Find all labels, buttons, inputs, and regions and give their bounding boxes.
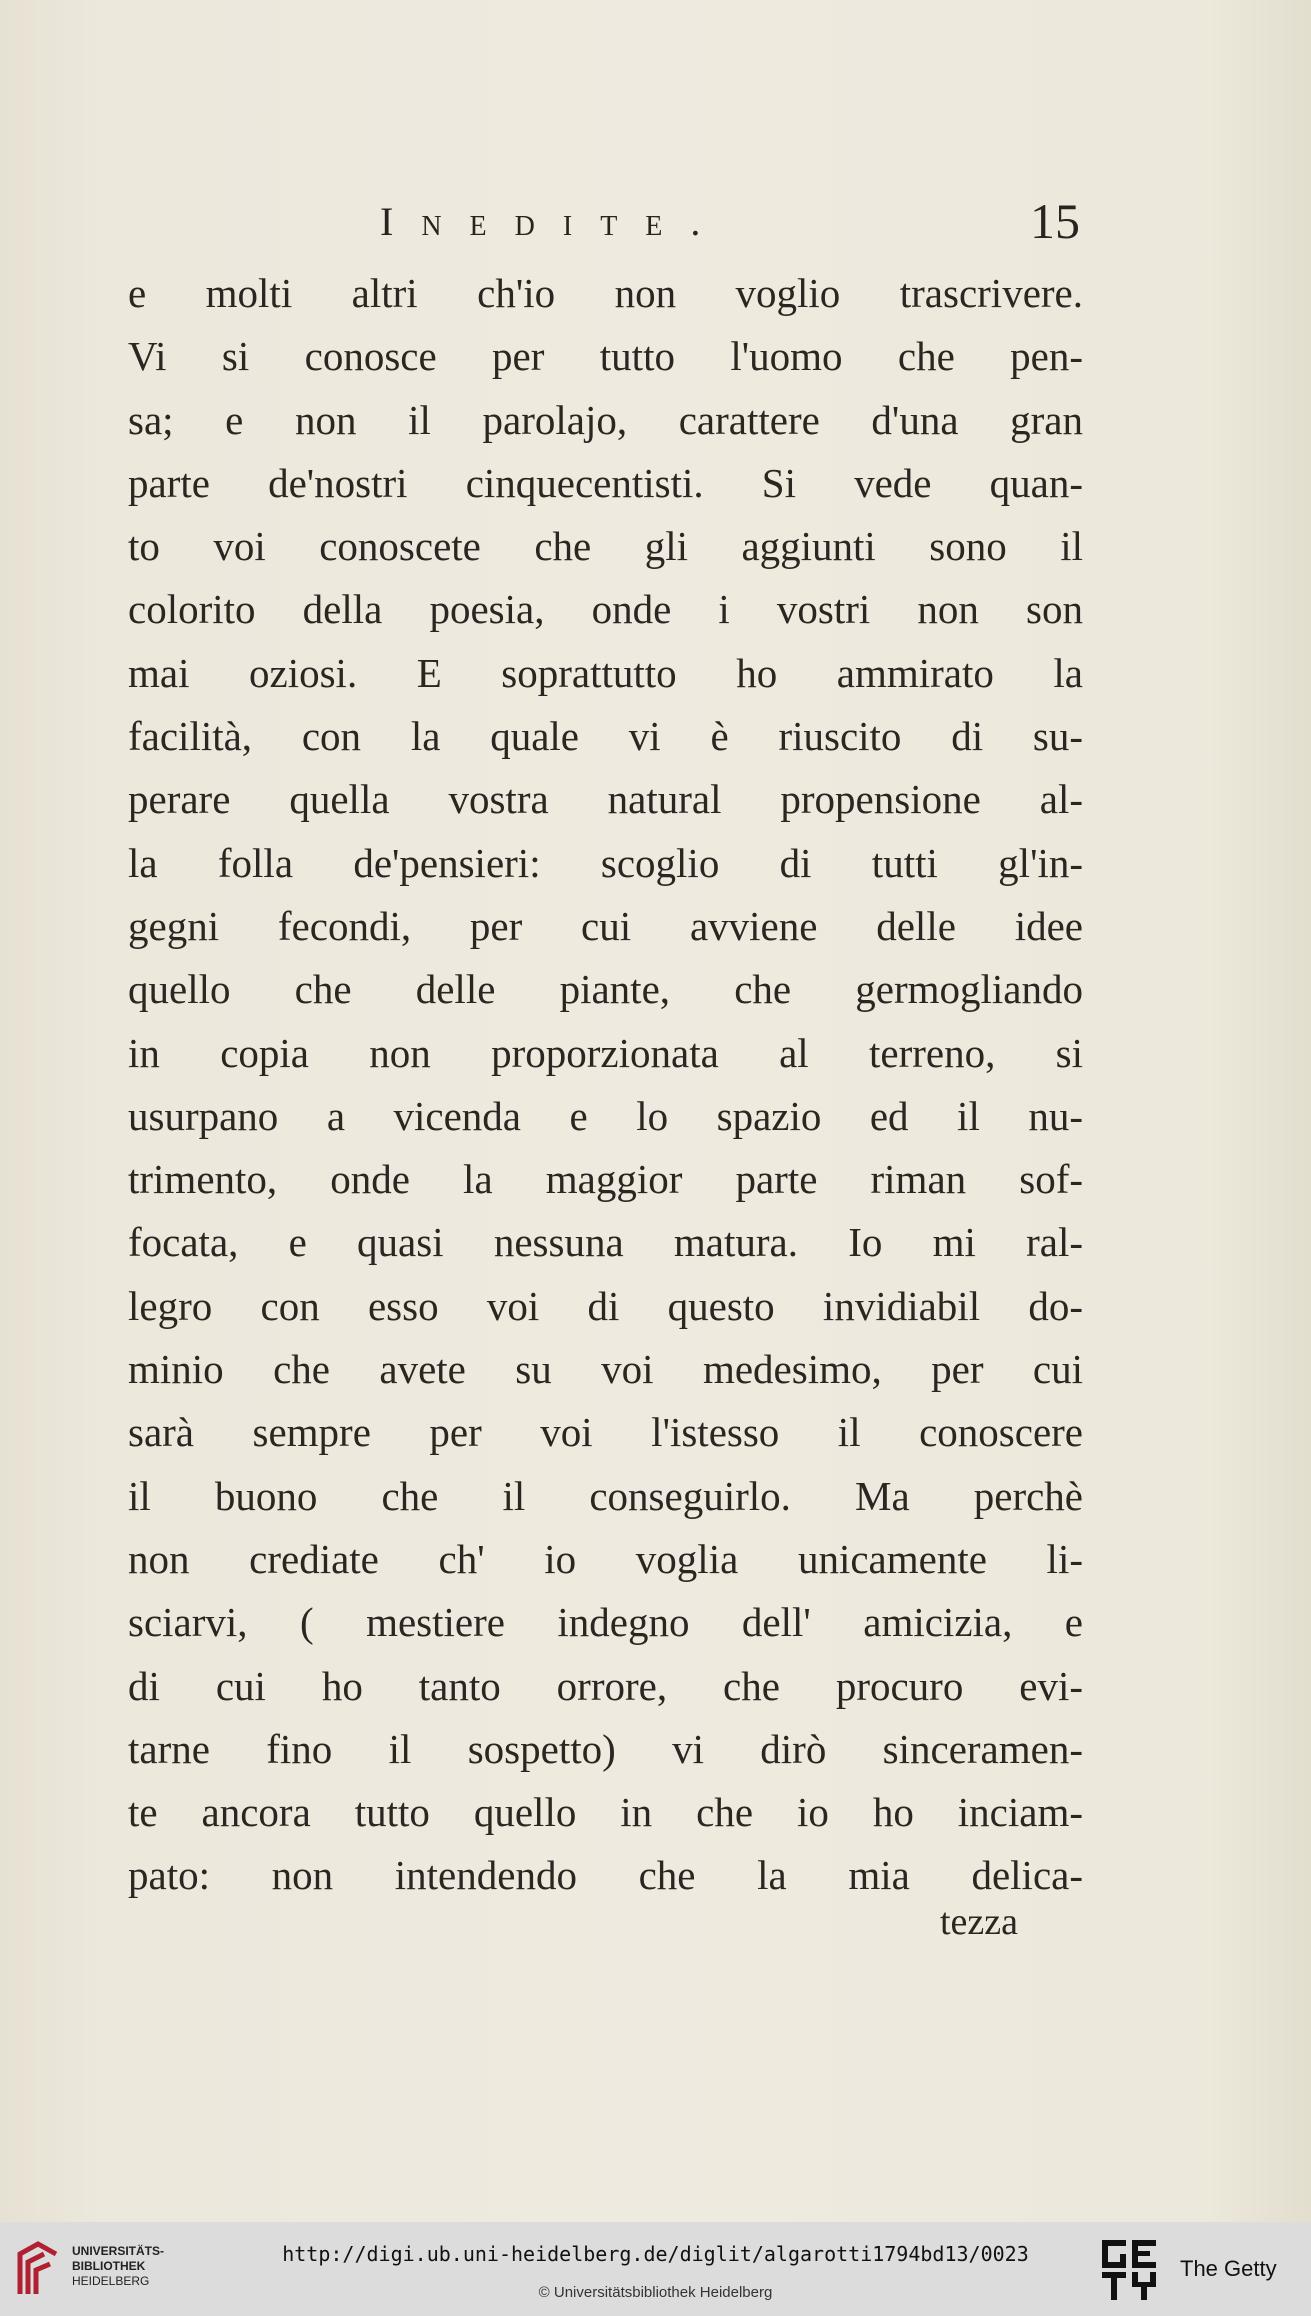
text-line: tarne fino il sospetto) vi dirò sinceramen- [128,1725,1083,1772]
library-name-line: UNIVERSITÄTS- [72,2244,165,2258]
text-line: e molti altri ch'io non voglio trascrivere. [128,270,1083,316]
text-line: sarà sempre per voi l'istesso il conoscere [128,1409,1083,1456]
text-line: focata, e quasi nessuna matura. Io mi ral- [128,1219,1083,1266]
library-name-line: BIBLIOTHEK [72,2259,146,2273]
text-line: la folla de'pensieri: scoglio di tutti gl'in- [128,839,1083,886]
text-line: di cui ho tanto orrore, che procuro evi- [128,1662,1083,1709]
text-line: mai oziosi. E soprattutto ho ammirato la [128,649,1083,696]
text-line: gegni fecondi, per cui avviene delle idee [128,902,1083,949]
text-line: colorito della poesia, onde i vostri non son [128,586,1083,633]
text-line: to voi conoscete che gli aggiunti sono il [128,523,1083,570]
body-text [128,262,1083,1908]
running-head [380,193,1080,258]
permalink-url[interactable]: http://digi.ub.uni-heidelberg.de/diglit/algarotti1794bd13/0023 [282,2242,1029,2266]
text-line: minio che avete su voi medesimo, per cui [128,1346,1083,1393]
page-number: 15 [1030,193,1080,249]
text-line: sciarvi, ( mestiere indegno dell' amicizia, e [128,1599,1083,1646]
text-line: sa; e non il parolajo, carattere d'una gran [128,396,1083,443]
running-head-title: Inedite. [380,199,729,244]
text-line: legro con esso voi di questo invidiabil do- [128,1282,1083,1329]
text-line: non crediate ch' io voglia unicamente li- [128,1535,1083,1582]
copyright-notice: © Universitätsbibliothek Heidelberg [538,2284,773,2301]
catchword: tezza [940,1901,1019,1943]
text-line: parte de'nostri cinquecentisti. Si vede quan- [128,459,1083,506]
text-line: pato: non intendendo che la mia delica- [128,1852,1083,1899]
getty-logo-icon [1100,2238,1160,2302]
text-line: Vi si conosce per tutto l'uomo che pen- [128,333,1083,380]
text-line: facilità, con la quale vi è riuscito di su- [128,713,1083,760]
text-line: trimento, onde la maggior parte riman sof- [128,1156,1083,1203]
getty-name: The Getty [1180,2256,1277,2281]
text-line: il buono che il conseguirlo. Ma perchè [128,1472,1083,1519]
footer-bar [0,2222,1311,2316]
text-line: perare quella vostra natural propensione al- [128,776,1083,823]
library-name-line: HEIDELBERG [72,2274,150,2288]
text-line: quello che delle piante, che germogliando [128,966,1083,1013]
text-line: in copia non proporzionata al terreno, si [128,1029,1083,1076]
text-line: te ancora tutto quello in che io ho inciam- [128,1789,1083,1836]
text-line: usurpano a vicenda e lo spazio ed il nu- [128,1092,1083,1139]
